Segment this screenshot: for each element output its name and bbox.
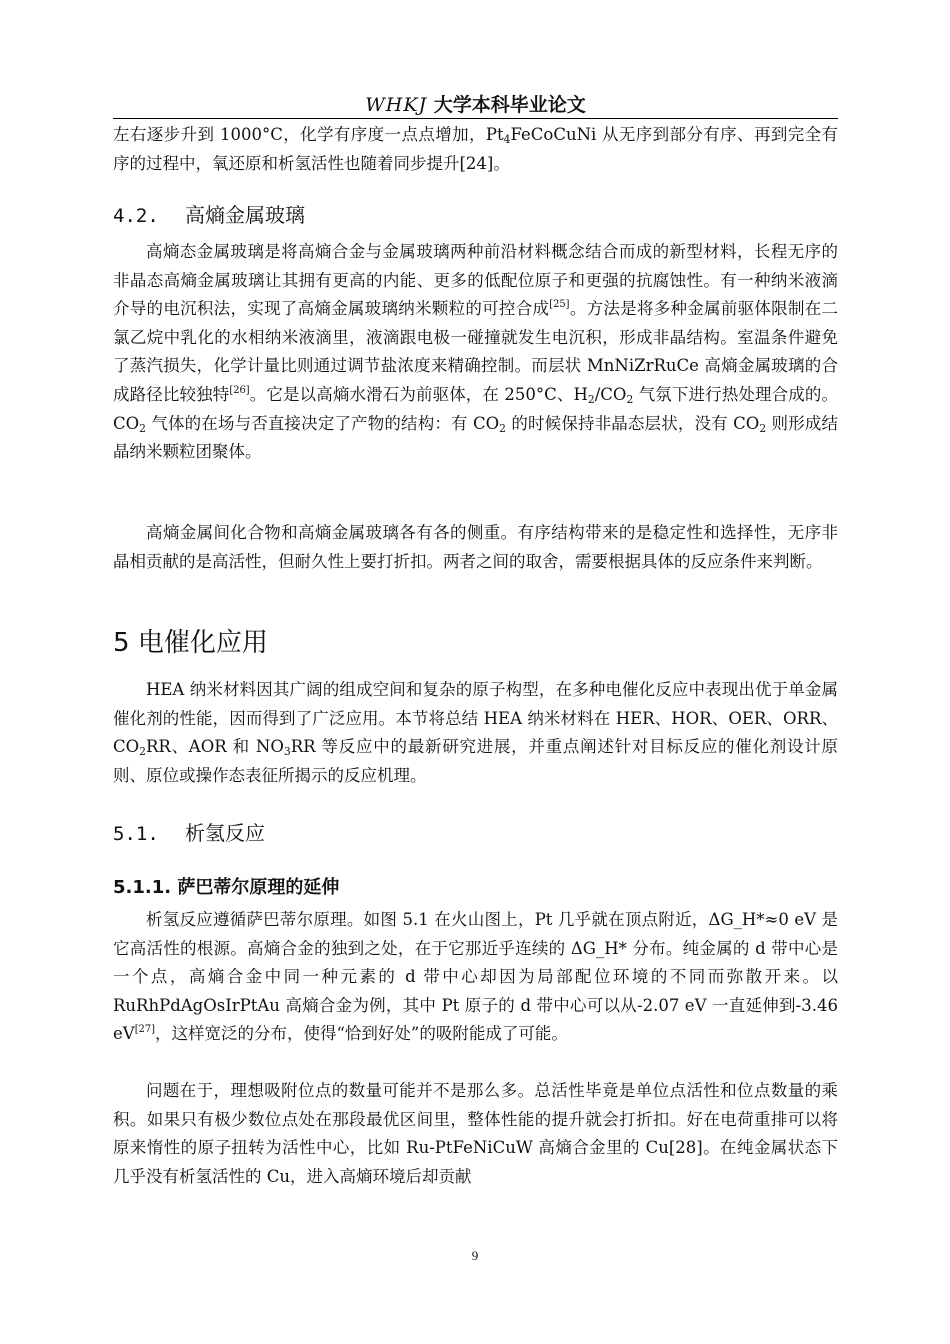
page-number: 9 (471, 1248, 479, 1263)
section-number: 5.1. (113, 823, 159, 845)
citation: [25] (549, 299, 570, 311)
subsection-number: 5.1.1. (113, 877, 172, 898)
paragraph-sabatier: 析氢反应遵循萨巴蒂尔原理。如图 5.1 在火山图上，Pt 几乎就在顶点附近，ΔG_H*≈0 eV 是它高活性的根源。高熵合金的独到之处，在于它那近乎连续的 ΔG_H* 分布。纯金属的 d 带中心是一个点，高熵合金中同一种元素的 d 带中心却因为局部配位环境的不同而弥散开来。以 RuRhPdAgOsIrPtAu 高熵合金为例，其中 Pt 原子的 d 带中心可以从-2.07 eV 一直延伸到-3.46 eV[27]，这样宽泛的分布，使得“恰到好处”的吸附能成了可能。 (113, 910, 838, 1044)
paragraph-comparison: 高熵金属间化合物和高熵金属玻璃各有各的侧重。有序结构带来的是稳定性和选择性，无序非晶相贡献的是高活性，但耐久性上要打折扣。两者之间的取舍，需要根据具体的反应条件来判断。 (113, 523, 838, 571)
header-latin: WHKJ (365, 94, 428, 116)
header-title: 大学本科毕业论文 (433, 94, 586, 116)
subsection-title: 萨巴蒂尔原理的延伸 (177, 877, 340, 898)
chapter-heading-5 (113, 622, 268, 659)
citation: [27] (134, 1024, 155, 1036)
paragraph-metallic-glass: 高熵态金属玻璃是将高熵合金与金属玻璃两种前沿材料概念结合而成的新型材料，长程无序的非晶态高熵金属玻璃让其拥有更高的内能、更多的低配位原子和更强的抗腐蚀性。有一种纳米液滴介导的电沉积法，实现了高熵金属玻璃纳米颗粒的可控合成[25]。方法是将多种金属前驱体限制在二氯乙烷中乳化的水相纳米液滴里，液滴跟电极一碰撞就发生电沉积，形成非晶结构。室温条件避免了蒸汽损失，化学计量比则通过调节盐浓度来精确控制。而层状 MnNiZrRuCe 高熵金属玻璃的合成路径比较独特[26]。它是以高熵水滑石为前驱体，在 250°C、$H_2/CO_2$ 气氛下进行热处理合成的。$CO_2$ 气体的在场与否直接决定了产物的结构：有 $CO_2$ 的时候保持非晶态层状，没有 $CO_2$ 则形成结晶纳米颗粒团聚体。 (113, 242, 839, 462)
paragraph-active-sites: 问题在于，理想吸附位点的数量可能并不是那么多。总活性毕竟是单位点活性和位点数量的乘积。如果只有极少数位点处在那段最优区间里，整体性能的提升就会打折扣。好在电荷重排可以将原来惰性的原子扭转为活性中心，比如 Ru-PtFeNiCuW 高熵合金里的 Cu[28]。在纯金属状态下几乎没有析氢活性的 Cu，进入高熵环境后却贡献 (113, 1081, 838, 1186)
paragraph-continued: 左右逐步升到 1000°C，化学有序度一点点增加，$Pt_4FeCoCuNi$ 从无序到部分有序、再到完全有序的过程中，氧还原和析氢活性也随着同步提升[24]。 (113, 125, 838, 173)
paragraph-electrocatalysis-intro: HEA 纳米材料因其广阔的组成空间和复杂的原子构型，在多种电催化反应中表现出优于单金属催化剂的性能，因而得到了广泛应用。本节将总结 HEA 纳米材料在 HER、HOR、OER、ORR、$CO_2RR$、AOR 和 $NO_3RR$ 等反应中的最新研究进展，并重点阐述针对目标反应的催化剂设计原则、原位或操作态表征所揭示的反应机理。 (113, 680, 838, 785)
header-rule (113, 118, 838, 119)
citation: [26] (229, 385, 250, 397)
section-heading-5-1 (113, 817, 265, 846)
section-heading-4-2 (113, 199, 305, 228)
section-title: 高熵金属玻璃 (185, 203, 305, 227)
section-number: 4.2. (113, 205, 159, 227)
chapter-number: 5 (113, 628, 130, 658)
subsection-heading-5-1-1 (113, 873, 339, 899)
running-header (113, 90, 838, 118)
chapter-title: 电催化应用 (137, 628, 268, 658)
section-title: 析氢反应 (185, 821, 265, 845)
